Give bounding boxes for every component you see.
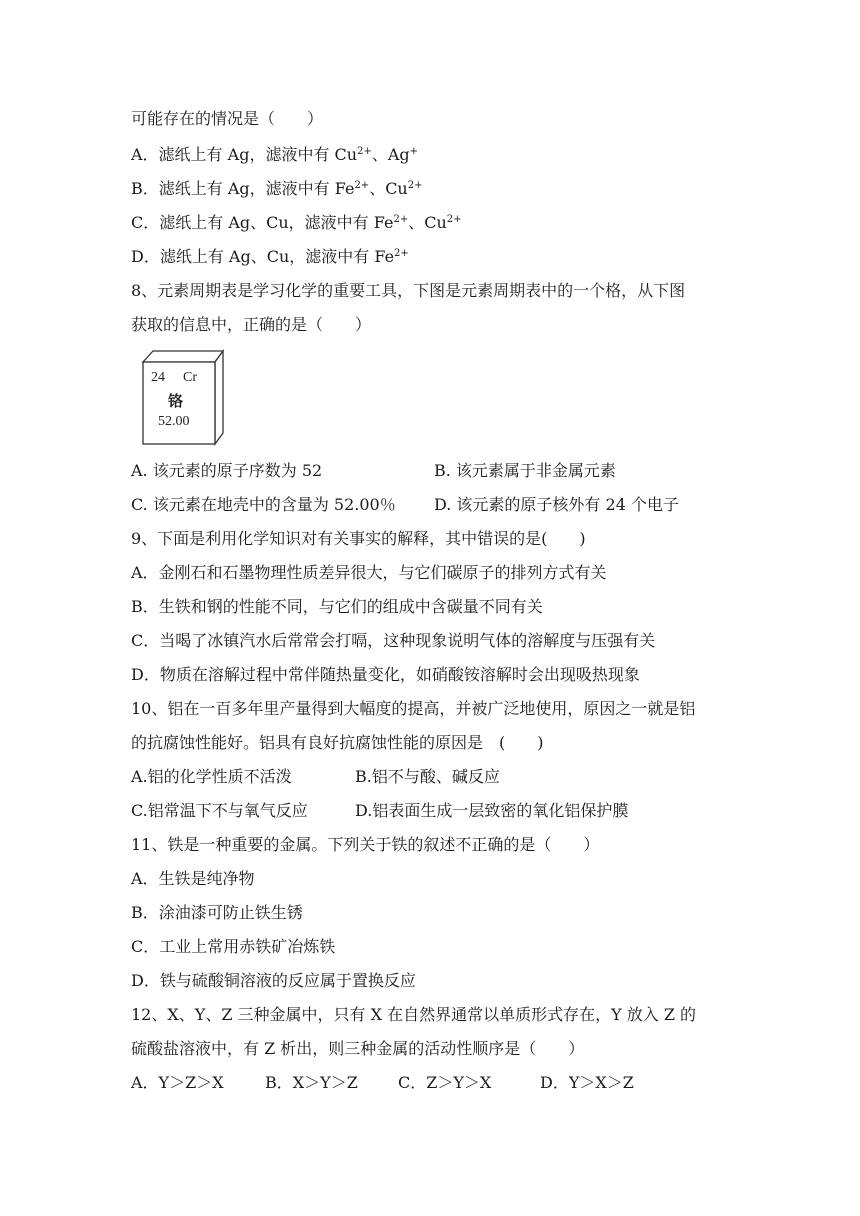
q7-stem-tail: 可能存在的情况是（ ） [131, 109, 324, 128]
q10-option-a: A.铝的化学性质不活泼 [131, 767, 292, 786]
q11-stem: 11、铁是一种重要的金属。下列关于铁的叙述不正确的是（ ） [131, 835, 600, 854]
q8-option-d: D. 该元素的原子核外有 24 个电子 [434, 495, 679, 514]
q10-option-d: D.铝表面生成一层致密的氧化铝保护膜 [355, 801, 629, 820]
q11-option-a: A．生铁是纯净物 [131, 869, 255, 888]
q11-option-b: B．涂油漆可防止铁生锈 [131, 903, 303, 922]
element-atomic-mass: 52.00 [158, 414, 190, 429]
element-atomic-number: 24 [151, 370, 165, 385]
q7-option-b: B．滤纸上有 Ag，滤液中有 $Fe^{2+}$、$Cu^{2+}$ [131, 179, 423, 198]
q12-stem-line1: 12、X、Y、Z 三种金属中，只有 X 在自然界通常以单质形式存在，Y 放入 Z 的 [131, 1005, 697, 1024]
element-name: 铬 [168, 394, 184, 410]
q8-stem-line2: 获取的信息中，正确的是（ ） [131, 315, 372, 334]
q8-option-b: B. 该元素属于非金属元素 [434, 461, 616, 480]
q11-option-d: D．铁与硫酸铜溶液的反应属于置换反应 [131, 971, 416, 990]
q8-option-a: A. 该元素的原子序数为 52 [131, 461, 323, 480]
q12-option-d: D．Y＞X＞Z [540, 1073, 634, 1092]
q10-stem-line1: 10、铝在一百多年里产量得到大幅度的提高，并被广泛地使用，原因之一就是铝 [131, 699, 696, 718]
q9-option-b: B．生铁和钢的性能不同，与它们的组成中含碳量不同有关 [131, 597, 543, 616]
q12-option-a: A．Y＞Z＞X [131, 1073, 224, 1092]
q9-option-c: C．当喝了冰镇汽水后常常会打嗝，这种现象说明气体的溶解度与压强有关 [131, 631, 656, 650]
q7-option-a: A．滤纸上有 Ag，滤液中有 $Cu^{2+}$、Ag+ [131, 145, 419, 164]
q10-option-b: B.铝不与酸、碱反应 [355, 767, 500, 786]
q12-option-c: C．Z＞Y＞X [398, 1073, 492, 1092]
q9-option-d: D．物质在溶解过程中常伴随热量变化，如硝酸铵溶解时会出现吸热现象 [131, 665, 640, 684]
q7-option-c: C．滤纸上有 Ag、Cu，滤液中有 $Fe^{2+}$、$Cu^{2+}$ [131, 213, 462, 232]
q10-stem-line2: 的抗腐蚀性能好。铝具有良好抗腐蚀性能的原因是 ( ) [131, 733, 544, 752]
q10-option-c: C.铝常温下不与氧气反应 [131, 801, 308, 820]
element-symbol: Cr [183, 370, 197, 385]
q7-option-d: D．滤纸上有 Ag、Cu，滤液中有 $Fe^{2+}$ [131, 247, 409, 266]
q9-stem: 9、下面是利用化学知识对有关事实的解释，其中错误的是( ) [131, 529, 586, 548]
q8-stem-line1: 8、元素周期表是学习化学的重要工具，下图是元素周期表中的一个格，从下图 [131, 281, 686, 300]
q9-option-a: A．金刚石和石墨物理性质差异很大，与它们碳原子的排列方式有关 [131, 563, 607, 582]
q8-option-c: C. 该元素在地壳中的含量为 52.00％ [131, 495, 396, 514]
q11-option-c: C．工业上常用赤铁矿冶炼铁 [131, 937, 336, 956]
q12-stem-line2: 硫酸盐溶液中，有 Z 析出，则三种金属的活动性顺序是（ ） [131, 1039, 585, 1058]
q12-option-b: B．X＞Y＞Z [265, 1073, 358, 1092]
element-cell-figure [139, 348, 225, 446]
